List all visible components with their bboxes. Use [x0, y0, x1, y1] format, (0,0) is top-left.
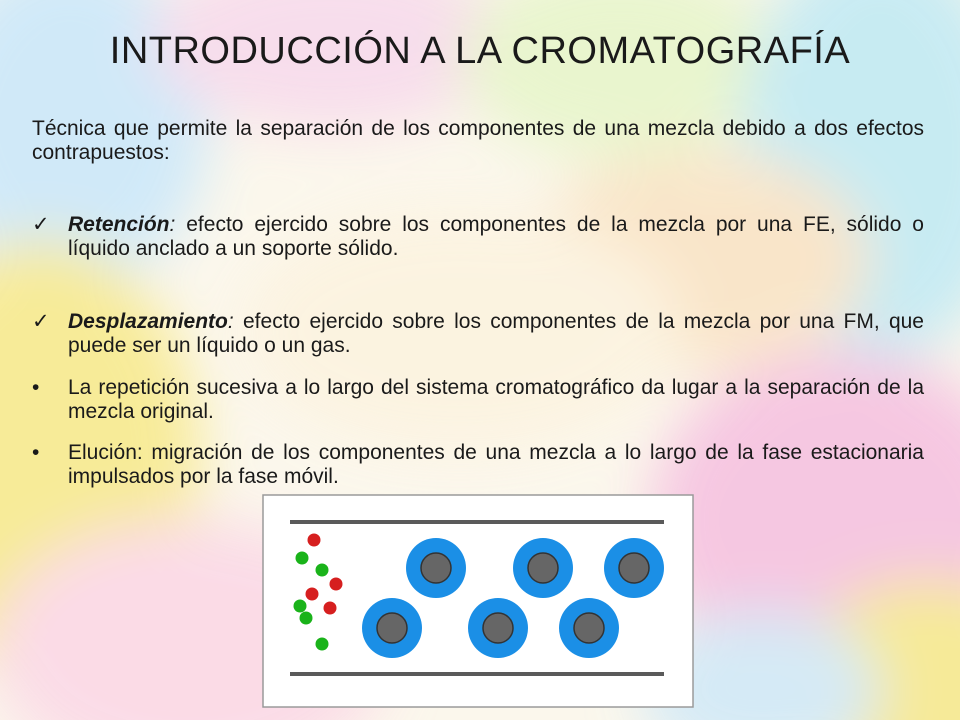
list-item-desplazamiento — [32, 310, 924, 358]
green-particle — [316, 564, 329, 577]
red-particle — [308, 534, 321, 547]
term-separator: : — [227, 310, 234, 333]
green-particle — [300, 612, 313, 625]
list-item-text — [68, 213, 924, 261]
term-retencion: Retención — [68, 213, 170, 236]
definition-desplazamiento: efecto ejercido sobre los componentes de la mezcla por una FM, que puede ser un líquido o un gas. — [68, 310, 924, 357]
green-particle — [296, 552, 309, 565]
bullet-icon: • — [32, 376, 40, 399]
red-particle — [324, 602, 337, 615]
chromatography-column-diagram — [262, 494, 694, 708]
term-desplazamiento: Desplazamiento — [68, 310, 228, 333]
green-particle — [316, 638, 329, 651]
definition-retencion: efecto ejercido sobre los componentes de la mezcla por una FE, sólido o líquido anclado a un soporte sólido. — [68, 213, 924, 260]
bullet-icon: • — [32, 441, 40, 464]
stationary-particle — [559, 598, 619, 658]
intro-paragraph: Técnica que permite la separación de los componentes de una mezcla debido a dos efectos contrapuestos: — [32, 117, 924, 164]
term-separator: : — [169, 213, 176, 236]
red-particle — [306, 588, 319, 601]
list-item-text: Elución: migración de los componentes de una mezcla a lo largo de la fase estacionaria impulsados por la fase móvil. — [68, 441, 924, 488]
stationary-particle — [468, 598, 528, 658]
slide-title: INTRODUCCIÓN A LA CROMATOGRAFÍA — [109, 30, 851, 72]
checkmark-icon: ✓ — [32, 310, 50, 333]
stationary-particle — [604, 538, 664, 598]
list-item-retencion — [32, 213, 924, 261]
checkmark-icon: ✓ — [32, 213, 50, 236]
list-item-text: La repetición sucesiva a lo largo del sistema cromatográfico da lugar a la separación de la mezcla original. — [68, 376, 924, 423]
stationary-particle — [513, 538, 573, 598]
green-particle — [294, 600, 307, 613]
stationary-particle — [406, 538, 466, 598]
list-item-repeticion — [32, 376, 924, 424]
list-item-text — [68, 310, 924, 358]
red-particle — [330, 578, 343, 591]
list-item-elucion — [32, 441, 924, 489]
stationary-particle — [362, 598, 422, 658]
